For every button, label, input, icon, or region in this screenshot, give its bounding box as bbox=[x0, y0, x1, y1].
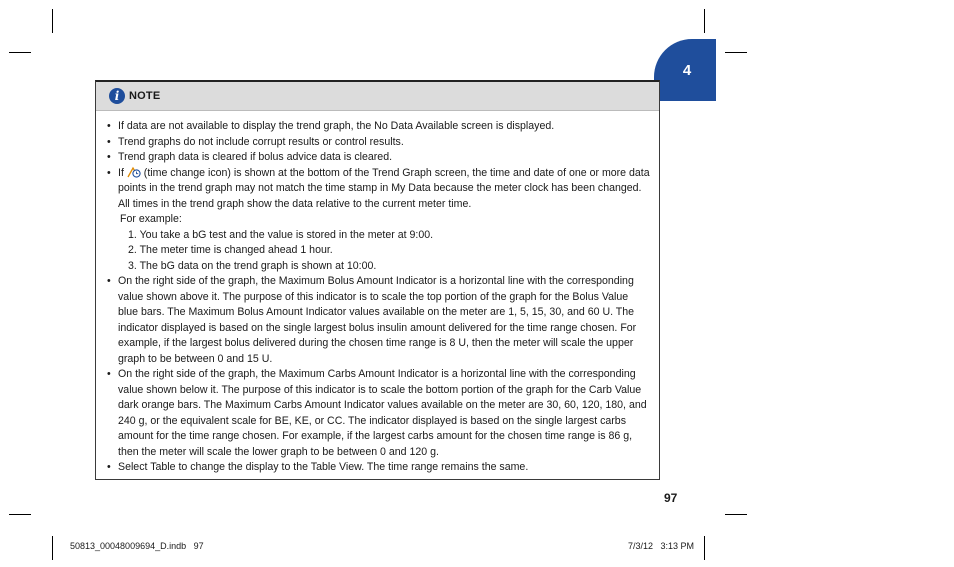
time-change-icon bbox=[127, 166, 141, 178]
chapter-tab bbox=[654, 39, 716, 101]
crop-mark bbox=[52, 9, 53, 33]
info-icon: i bbox=[109, 88, 125, 104]
crop-mark bbox=[725, 514, 747, 515]
list-item: • Trend graphs do not include corrupt results or control results. bbox=[106, 135, 651, 151]
bullet-prefix: If bbox=[118, 166, 124, 179]
list-item: • Select Table to change the display to the Table View. The time range remains the same. bbox=[106, 460, 651, 476]
bullet-text: (time change icon) is shown at the bottom of the Trend Graph screen, the time and date of one or more data points in the trend graph may not match the time stamp in My Data because the meter clock has been changed. All times in the trend graph show the data relative to the current meter time. bbox=[118, 166, 650, 210]
example-label: For example: bbox=[120, 213, 182, 225]
crop-mark bbox=[52, 536, 53, 560]
note-box bbox=[95, 80, 660, 480]
list-item: 2. The meter time is changed ahead 1 hour. bbox=[128, 244, 333, 256]
list-item: 3. The bG data on the trend graph is shown at 10:00. bbox=[128, 259, 377, 272]
footer-file: 50813_00048009694_D.indb 97 bbox=[70, 541, 204, 551]
list-item bbox=[106, 166, 651, 213]
chapter-number: 4 bbox=[682, 61, 692, 79]
crop-mark bbox=[704, 536, 705, 560]
crop-mark bbox=[9, 52, 31, 53]
crop-mark bbox=[9, 514, 31, 515]
list-item: • On the right side of the graph, the Maximum Bolus Amount Indicator is a horizontal line with the corresponding value shown above it. The purpose of this indicator is to scale the top portion of the graph for the Bolus Value blue bars. The Maximum Bolus Amount Indicator values available on the meter are 1, 5, 15, 30, and 60 U. The indicator displayed is based on the single largest bolus insulin amount delivered for the time range chosen. For example, if the largest bolus delivered during the chosen time range is 8 U, then the meter will scale the upper graph to be between 0 and 15 U. bbox=[106, 274, 651, 367]
list-item: 1. You take a bG test and the value is stored in the meter at 9:00. bbox=[128, 228, 434, 241]
list-item: • If data are not available to display the trend graph, the No Data Available screen is displayed. bbox=[106, 119, 651, 135]
page-number: 97 bbox=[664, 491, 678, 505]
note-title: NOTE bbox=[129, 90, 161, 102]
crop-mark bbox=[725, 52, 747, 53]
footer-timestamp: 7/3/12 3:13 PM bbox=[628, 541, 695, 551]
crop-mark bbox=[704, 9, 705, 33]
list-item: • On the right side of the graph, the Maximum Carbs Amount Indicator is a horizontal line with the corresponding value shown below it. The purpose of this indicator is to scale the bottom portion of the graph for the Carb Value dark orange bars. The Maximum Carbs Amount Indicator values available on the meter are 30, 60, 120, 180, and 240 g, or the equivalent scale for BE, KE, or CC. The indicator displayed is based on the single largest carbs amount for the time range chosen. For example, if the largest carbs amount for the chosen time range is 86 g, then the meter will scale the lower graph to be between 0 and 120 g. bbox=[106, 367, 651, 460]
note-header bbox=[96, 82, 659, 111]
note-body bbox=[106, 119, 651, 476]
list-item: • Trend graph data is cleared if bolus advice data is cleared. bbox=[106, 150, 651, 166]
